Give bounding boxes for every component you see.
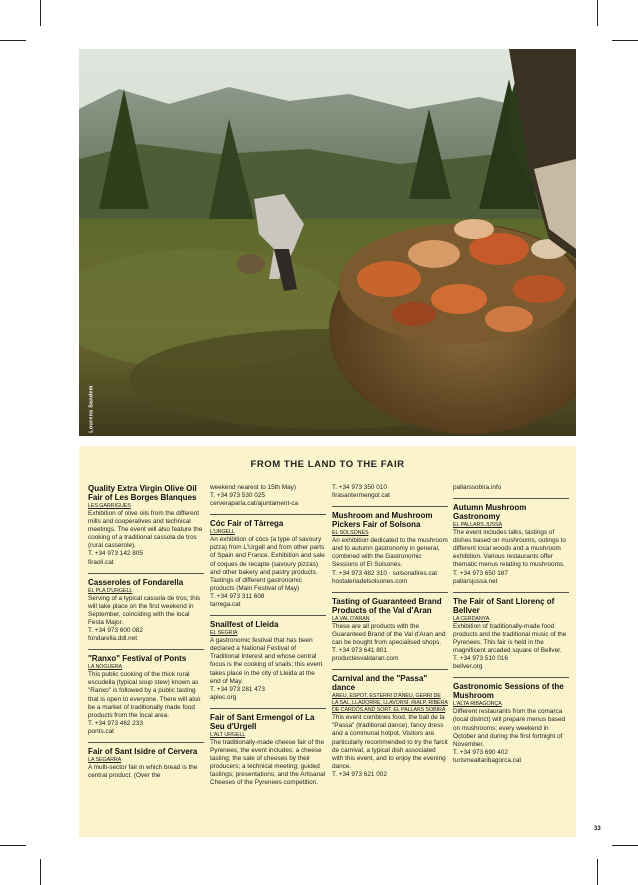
entry-title: Fair of Sant Ermengol of La Seu d'Urgell [210, 712, 315, 731]
entry-gastronomic-mushroom [453, 682, 569, 765]
entry-title: Carnival and the "Passa" dance [332, 674, 428, 693]
crop-mark [0, 845, 26, 846]
entry-location: L'ALTA RIBAGORÇA [453, 701, 502, 708]
entry-sant-isidre-continued [210, 484, 326, 508]
divider [453, 592, 569, 593]
crop-mark [612, 845, 638, 846]
mushroom-photo [79, 49, 576, 436]
entry-phone: T. +34 973 462 233 [88, 719, 143, 727]
entry-body: Different restaurants from the comarca (local district) will prepare menus based on mushrooms; every weekend in October and during the first fortnight of November. [453, 708, 566, 748]
entry-website[interactable]: productesvaldaran.com [332, 655, 399, 663]
entry-website[interactable]: pallarssobira.info [453, 484, 502, 491]
entry-body: Exhibition of traditionally-made food products and the traditional music of the Pyrenees. This fair is held in the magnificent arcaded square of Bellver. [453, 622, 567, 655]
divider [332, 669, 448, 670]
entry-website[interactable]: cerveraparia.cat/ajuntament-ca [210, 500, 299, 508]
divider [332, 506, 448, 507]
divider [88, 573, 204, 574]
column-2 [210, 484, 326, 793]
entry-body: These are all products with the Guaranteed Brand of the Val d'Aran and can be bought from specialised shops. [332, 622, 446, 646]
entry-autumn-mushroom [453, 503, 569, 586]
entry-body: A gastronomic festival that has been declared a National Festival of Traditional Interest and whose central focus is the cooking of snails; this event takes place in the city of Lleida at the end of May. [210, 637, 323, 685]
entry-title: Tasting of Guaranteed Brand Products of the Val d'Aran [332, 596, 442, 615]
entry-casseroles-fondarella [88, 578, 204, 644]
entry-title: Casseroles of Fondarella [88, 577, 184, 587]
entry-website[interactable]: firasantermengol.cat [332, 492, 390, 500]
panel-title: FROM THE LAND TO THE FAIR [250, 459, 405, 470]
entry-website[interactable]: firaoli.cat [88, 558, 114, 566]
entry-title: Snailfest of Lleida [210, 620, 279, 630]
column-4 [453, 484, 569, 771]
entry-website[interactable]: tarrega.cat [210, 601, 241, 609]
crop-mark [612, 40, 638, 41]
entry-phone: T. +34 973 510 016 [453, 655, 508, 663]
entry-phone: T. +34 973 621 002 [332, 770, 387, 778]
divider [210, 708, 326, 709]
entry-location: ÀREU, ESPOT, ESTERRI D'ÀNEU, GERRI DE LA SAL, LLADORRE, LLAVORSÍ, RIALP, RIBERA DE CARDÓS AND SORT. EL PALLARS SOBIRÀ [332, 693, 448, 714]
entry-website[interactable]: pallarsjussa.net [453, 577, 498, 585]
entry-location: L'ALT URGELL [210, 731, 246, 738]
entry-title: Cóc Fair of Tàrrega [210, 519, 284, 529]
entry-body: The traditionally-made cheese fair of the Pyrenees; the event includes: a cheese tasting; the sale of cheeses by their producers; a technical meeting; guided tastings; presentations; and the Artisanal Cheeses of the Pyrenees competition. [210, 738, 326, 787]
entry-carnival-continued [453, 484, 569, 492]
column-3 [332, 484, 448, 785]
entry-phone: T. +34 973 650 187 [453, 569, 508, 577]
crop-mark [40, 859, 41, 885]
entry-location: LA VAL D'ARAN [332, 615, 370, 622]
entry-phone: T. +34 973 142 805 [88, 550, 143, 558]
entry-carnival-passa [332, 674, 448, 779]
entry-location: LA NOGUERA [88, 664, 123, 671]
divider [453, 677, 569, 678]
entry-website[interactable]: fondarella.ddl.net [88, 635, 138, 643]
entry-title: The Fair of Sant Llorenç of Bellver [453, 596, 555, 615]
entry-coc-fair-tarrega [210, 519, 326, 609]
entry-body: A multi-sector fair in which bread is the central product. (Over the [88, 763, 198, 780]
crop-mark [0, 40, 26, 41]
entry-location: EL PALLARS JUSSÀ [453, 522, 503, 529]
entry-phone: T. +34 973 641 801 [332, 647, 387, 655]
entry-val-daran-tasting [332, 597, 448, 663]
info-panel [79, 446, 576, 837]
entry-location: LA CERDANYA [453, 615, 490, 622]
entry-body: weekend nearest to 15th May) [210, 484, 296, 491]
entry-body: This event combines food, the ball de la "Passa" (traditional dance), fancy dress and a communal hotpot. Visitors are particularly recommended to try the farcit de carnival, a typical dish associated with this event, and to enjoy the evening dance. [332, 714, 448, 770]
entry-location: LES GARRIGUES [88, 503, 131, 509]
divider [332, 592, 448, 593]
entry-olive-oil-fair [88, 484, 204, 567]
entry-title: Fair of Sant Isidre of Cervera [88, 746, 198, 756]
entry-phone: T. +34 973 311 608 [210, 592, 265, 600]
page-number: 33 [594, 826, 601, 832]
entry-sant-ermengol [210, 713, 326, 788]
divider [88, 649, 204, 650]
entry-phone: T. +34 973 281 473 [210, 685, 265, 693]
entry-title: Quality Extra Virgin Olive Oil Fair of Les Borges Blanques [88, 484, 197, 502]
column-1 [88, 484, 204, 786]
crop-mark [597, 859, 598, 885]
entry-body: This public cooking of the thick rural escudella (typical soup stew) known as "Ranxo" is followed by a public tasting that is open to everyone. There will also be a market of traditionally made food products from the local area. [88, 671, 201, 719]
entry-website[interactable]: aplec.org [210, 693, 237, 701]
entry-body: The event includes talks, tastings of dishes based on mushrooms, outings to different local woods and a mushroom exhibition. Various restaurants offer thematic menus relating to mushrooms. [453, 529, 566, 569]
entry-phone: T. +34 973 350 010 [332, 484, 387, 491]
entry-phone: T. +34 973 690 402 [453, 748, 508, 756]
entry-title: Mushroom and Mushroom Pickers Fair of Solsona [332, 511, 433, 530]
entry-location: LA SEGARRA [88, 756, 122, 763]
entry-location: EL SEGRIÀ [210, 630, 238, 637]
entry-sant-llorenc-bellver [453, 597, 569, 672]
entry-website[interactable]: hostaleriadelsolsones.com [332, 577, 408, 585]
divider [210, 615, 326, 616]
entry-body: An exhibition of cócs (a type of savoury pizza) from L'Urgell and from other parts of Spain and France. Exhibition and sale of coques de recapte (savoury pizzas) and other bakery and pastry products. Tastings of different gastronomic products (Main Festival of May) [210, 536, 325, 592]
entry-website[interactable]: ponts.cat [88, 727, 114, 735]
entry-body: Exhibition of olive oils from the different mills and cooperatives and technical meetings. The event will also feature the cooking of a traditional cassola de tros (rural casserole). [88, 510, 203, 550]
photo-credit: Lourens Sandem [88, 385, 95, 433]
entry-phone: T. +34 973 530 025 [210, 492, 265, 500]
entry-sant-isidre-cervera [88, 747, 204, 780]
entry-location: EL SOLSONÈS [332, 530, 369, 537]
entry-body: Serving of a typical cassola de tros; this will take place on the first weekend in September, coinciding with the local Festa Major. [88, 594, 201, 626]
entry-location: EL PLA D'URGELL [88, 587, 133, 594]
entry-ranxo-festival [88, 654, 204, 736]
entry-website[interactable]: turismealtaribagorca.cat [453, 756, 522, 764]
crop-mark [597, 0, 598, 26]
entry-snailfest-lleida [210, 620, 326, 702]
divider [210, 514, 326, 515]
entry-website[interactable]: bellver.org [453, 663, 483, 671]
entry-mushroom-fair-solsona [332, 511, 448, 586]
divider [88, 742, 204, 743]
entry-phone: T. +34 973 600 082 [88, 627, 143, 635]
entry-sant-ermengol-continued [332, 484, 448, 500]
entry-phone: T. +34 973 482 310 · solsonafires.cat [332, 569, 437, 577]
divider [453, 498, 569, 499]
entry-location: L'URGELL [210, 529, 235, 536]
crop-mark [40, 0, 41, 26]
entry-title: Gastronomic Sessions of the Mushroom [453, 682, 564, 701]
entry-title: Autumn Mushroom Gastronomy [453, 503, 527, 522]
entry-title: "Ranxo" Festival of Ponts [88, 654, 187, 664]
entry-body: An exhibition dedicated to the mushroom and to autumn gastronomy in general, combined with the Gastronomic Sessions of El Solsonès. [332, 537, 448, 569]
